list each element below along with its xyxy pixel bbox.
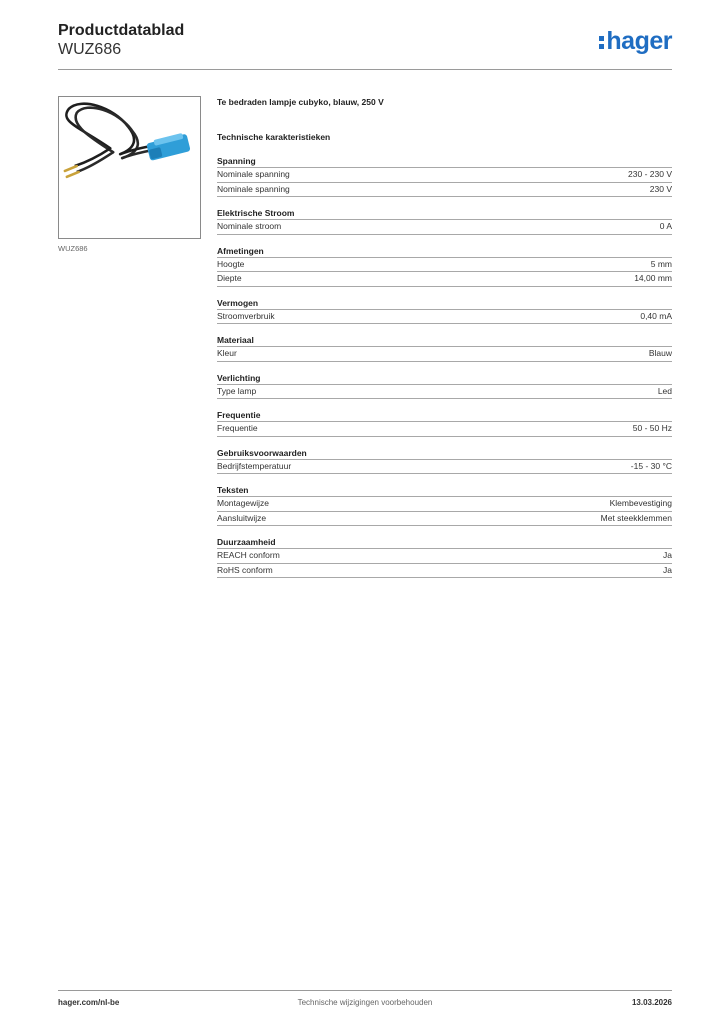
spec-value: Ja [663, 550, 672, 560]
header-divider [58, 69, 672, 70]
spec-label: Montagewijze [217, 498, 269, 508]
footer-date: 13.03.2026 [631, 998, 672, 1007]
spec-value: 50 - 50 Hz [632, 423, 672, 433]
spec-row [217, 168, 672, 183]
spec-row [217, 497, 672, 512]
spec-value: 230 V [649, 183, 672, 194]
footer-disclaimer: Technische wijzigingen voorbehouden [297, 998, 433, 1007]
section-heading: Afmetingen [217, 245, 672, 258]
spec-row [217, 347, 672, 362]
spec-section [217, 447, 672, 475]
spec-value: 230 - 230 V [628, 169, 672, 179]
spec-value: -15 - 30 °C [630, 460, 672, 471]
spec-label: Frequentie [217, 423, 258, 433]
page-header [58, 22, 672, 70]
spec-value: 0,40 mA [640, 310, 672, 321]
spec-row [217, 258, 672, 273]
spec-value: Klembevestiging [609, 498, 672, 508]
spec-row [217, 183, 672, 198]
spec-section [217, 155, 672, 197]
spec-row [217, 512, 672, 527]
spec-label: Diepte [217, 273, 242, 283]
spec-value: Met steekklemmen [600, 512, 672, 523]
spec-row [217, 310, 672, 325]
spec-section [217, 372, 672, 400]
spec-section [217, 409, 672, 437]
spec-value: Led [657, 385, 672, 396]
spec-label: Bedrijfstemperatuur [217, 460, 292, 471]
spec-value: 0 A [659, 221, 672, 231]
spec-section [217, 484, 672, 526]
spec-row [217, 385, 672, 400]
spec-section [217, 245, 672, 287]
spec-label: Nominale stroom [217, 221, 282, 231]
spec-value: 14,00 mm [634, 273, 672, 283]
tech-section-title: Technische karakteristieken [217, 132, 331, 142]
section-heading: Teksten [217, 484, 672, 497]
spec-section [217, 334, 672, 362]
section-heading: Spanning [217, 155, 672, 168]
footer-website[interactable]: hager.com/nl-be [58, 998, 120, 1007]
footer-divider [58, 990, 672, 991]
spec-label: Aansluitwijze [217, 512, 267, 523]
section-heading: Materiaal [217, 334, 672, 347]
image-caption: WUZ686 [58, 244, 88, 253]
page-title: Productdatablad [58, 22, 185, 39]
spec-label: Nominale spanning [217, 183, 290, 194]
spec-label: Hoogte [217, 258, 245, 269]
page-footer [58, 998, 672, 1007]
section-heading: Elektrische Stroom [217, 207, 672, 220]
spec-value: 5 mm [650, 258, 672, 269]
product-title: Te bedraden lampje cubyko, blauw, 250 V [217, 97, 384, 107]
spec-row [217, 220, 672, 235]
product-code: WUZ686 [58, 41, 122, 58]
spec-label: Stroomverbruik [217, 310, 275, 321]
spec-section [217, 297, 672, 325]
spec-row [217, 549, 672, 564]
spec-label: Kleur [217, 348, 237, 358]
spec-label: REACH conform [217, 550, 280, 560]
section-heading: Duurzaamheid [217, 536, 672, 549]
spec-section [217, 536, 672, 578]
spec-value: Ja [663, 564, 672, 575]
spec-row [217, 272, 672, 287]
spec-content [217, 96, 672, 578]
spec-label: Type lamp [217, 385, 257, 396]
spec-row [217, 460, 672, 475]
spec-label: Nominale spanning [217, 169, 290, 179]
product-image [58, 96, 201, 239]
spec-row [217, 564, 672, 579]
section-heading: Gebruiksvoorwaarden [217, 447, 672, 460]
logo-text: hager [606, 27, 672, 55]
logo-dots-icon [599, 36, 604, 49]
section-heading: Frequentie [217, 409, 672, 422]
spec-value: Blauw [648, 348, 672, 358]
spec-section [217, 207, 672, 235]
hager-logo [599, 28, 672, 54]
section-heading: Verlichting [217, 372, 672, 385]
spec-row [217, 422, 672, 437]
spec-sections [217, 155, 672, 578]
section-heading: Vermogen [217, 297, 672, 310]
lamp-cable-photo-icon [59, 97, 200, 238]
spec-label: RoHS conform [217, 564, 273, 575]
